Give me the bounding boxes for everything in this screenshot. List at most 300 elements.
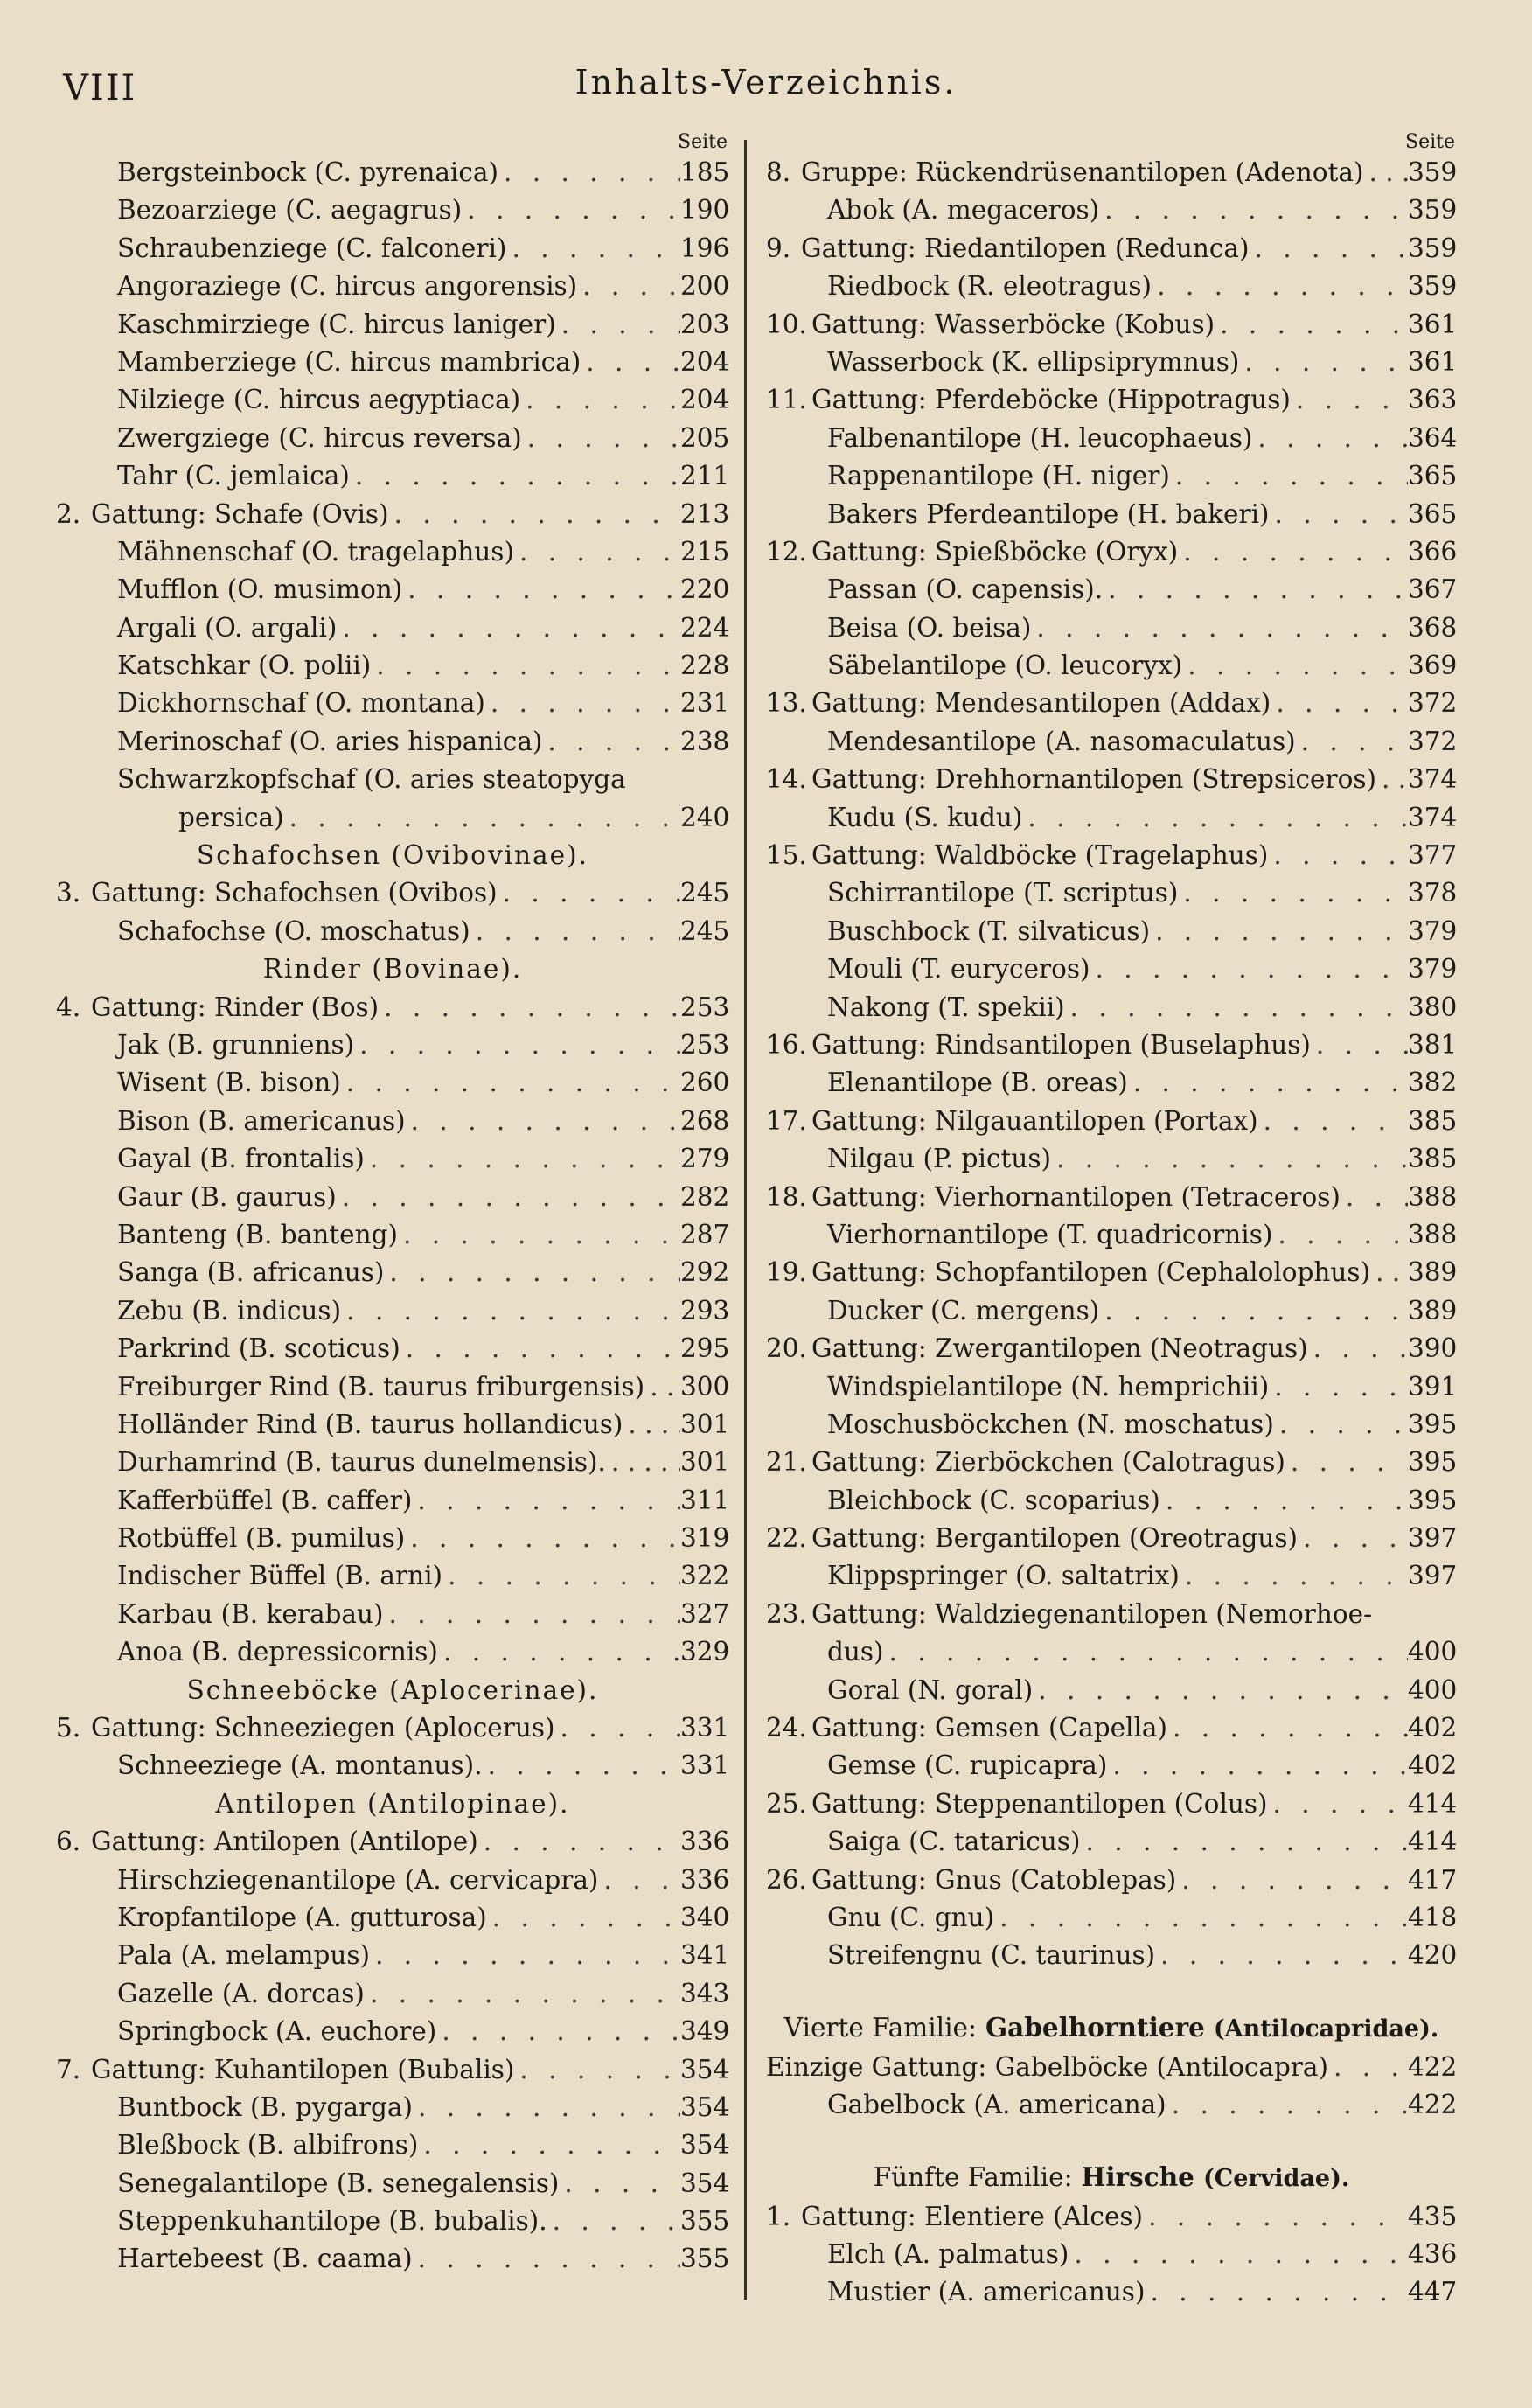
page-ref: 395 [1408, 1485, 1458, 1515]
page-ref: 354 [680, 2054, 730, 2084]
page-ref: 397 [1408, 1561, 1458, 1591]
leader-dots [379, 989, 680, 1027]
toc-entry [766, 571, 1457, 609]
toc-entry [56, 1596, 729, 1633]
toc-entry [56, 1899, 729, 1937]
leader-dots [1270, 496, 1408, 533]
leader-dots [438, 1633, 680, 1671]
toc-entry [766, 609, 1457, 647]
genus-entry [766, 230, 1457, 268]
toc-entry [56, 1027, 729, 1064]
genus-entry [766, 761, 1457, 798]
page-ref: 279 [680, 1144, 730, 1174]
entry-label: Nilziege (C. hircus aegyptiaca) [117, 385, 521, 415]
page-ref: 385 [1408, 1144, 1458, 1174]
entry-label: Elch (A. palmatus) [827, 2238, 1069, 2269]
spacer [766, 2125, 1457, 2142]
entry-label: Jak (B. grunniens) [117, 1029, 355, 1060]
leader-dots [623, 1406, 680, 1444]
genus-entry [766, 1027, 1457, 1064]
leader-dots [1033, 1672, 1408, 1709]
leader-dots [498, 874, 680, 912]
entry-label: Saiga (C. tataricus) [827, 1827, 1081, 1857]
leader-dots [1145, 2273, 1408, 2311]
toc-entry [766, 1899, 1457, 1937]
leader-dots [436, 2013, 680, 2050]
genus-entry [766, 533, 1457, 571]
genus-entry [766, 685, 1457, 722]
page-ref: 341 [680, 1940, 730, 1971]
leader-dots [1271, 685, 1408, 722]
entry-label: Kafferbüffel (B. caffer) [117, 1485, 413, 1515]
entry-label: Gruppe: Rückendrüsenantilopen (Adenota) [801, 157, 1364, 187]
genus-entry [56, 1709, 729, 1747]
leader-dots [542, 723, 680, 761]
leader-dots [577, 268, 680, 305]
entry-label: Kropfantilope (A. gutturosa) [117, 1902, 487, 1932]
entry-label: Gattung: Steppenantilopen (Colus) [811, 1788, 1268, 1819]
entry-label: Bison (B. americanus) [117, 1105, 406, 1136]
page-ref: 355 [680, 2244, 730, 2274]
toc-entry [56, 1444, 729, 1481]
page-ref: 354 [680, 2168, 730, 2198]
page-ref: 231 [680, 688, 730, 719]
entry-label: Kaschmirziege (C. hircus laniger) [117, 309, 556, 339]
toc-entry [766, 1292, 1457, 1330]
leader-dots [1376, 761, 1408, 798]
leader-dots [1155, 1937, 1408, 1974]
leader-dots [1031, 609, 1408, 647]
toc-entry [56, 1064, 729, 1102]
toc-entry [56, 1520, 729, 1557]
toc-entry [56, 1254, 729, 1291]
entry-label: Riedbock (R. eleotragus) [827, 271, 1152, 302]
entry-label: Nakong (T. spekii) [827, 992, 1065, 1022]
leader-dots [354, 1027, 680, 1064]
entry-number: 8. [766, 157, 791, 187]
toc-entry [56, 1330, 729, 1368]
toc-entry [766, 420, 1457, 457]
entry-label: Buntbock (B. pygarga) [117, 2091, 413, 2122]
entry-label: Gattung: Pferdeböcke (Hippotragus) [811, 385, 1291, 415]
page-ref: 402 [1408, 1713, 1458, 1743]
entry-label: Pala (A. melampus) [117, 1940, 371, 1971]
entry-label: Goral (N. goral) [827, 1674, 1034, 1705]
page-ref: 213 [680, 498, 730, 529]
entry-label: Mähnenschaf (O. tragelaphus) [117, 536, 514, 567]
entry-number: 26. [766, 1864, 807, 1895]
toc-entry [56, 2126, 729, 2164]
page-ref: 238 [680, 726, 730, 756]
entry-label: Gattung: Gemsen (Capella) [811, 1713, 1168, 1743]
toc-entry [56, 1862, 729, 1899]
entry-label: Bergsteinbock (C. pyrenaica) [117, 157, 498, 187]
running-title: Inhalts-Verzeichnis. [574, 63, 958, 101]
page-ref: 367 [1408, 574, 1458, 605]
genus-entry [56, 1823, 729, 1861]
leader-dots [418, 2126, 680, 2164]
genus-entry [766, 2198, 1457, 2236]
toc-entry [766, 496, 1457, 533]
entry-number: 14. [766, 764, 807, 795]
page-ref: 388 [1408, 1219, 1458, 1249]
toc-entry [766, 1823, 1457, 1861]
leader-dots [1269, 1368, 1408, 1406]
leader-dots [1051, 1140, 1408, 1178]
page-ref: 395 [1408, 1447, 1458, 1478]
page-ref: 311 [680, 1485, 730, 1515]
entry-label: Dickhornschaf (O. montana) [117, 688, 485, 719]
entry-label: Gattung: Schafe (Ovis) [91, 498, 389, 529]
entry-label: Gattung: Waldböcke (Tragelaphus) [811, 840, 1269, 871]
toc-entry [56, 1406, 729, 1444]
leader-dots [370, 1937, 680, 1974]
subfamily-heading [56, 1785, 729, 1823]
leader-dots [485, 685, 680, 722]
toc-entry [56, 2203, 729, 2240]
entry-number: 3. [56, 878, 81, 908]
entry-number: 6. [56, 1827, 81, 1857]
entry-label: Windspielantilope (N. hemprichii) [827, 1371, 1270, 1402]
page-ref: 418 [1408, 1902, 1458, 1932]
toc-entry [56, 913, 729, 950]
toc-entry [766, 1557, 1457, 1595]
toc-entry [766, 2236, 1457, 2273]
leader-dots [514, 533, 680, 571]
leader-dots [487, 1899, 680, 1937]
page-ref: 361 [1408, 346, 1458, 377]
toc-entry [766, 799, 1457, 837]
page-ref: 380 [1408, 992, 1458, 1022]
toc-entry [56, 306, 729, 344]
entry-label: Gazelle (A. dorcas) [117, 1978, 365, 2008]
entry-label: Bleßbock (B. albifrons) [117, 2130, 419, 2161]
toc-entry [56, 1975, 729, 2013]
leader-dots [341, 1292, 680, 1330]
entry-label: Einzige Gattung: Gabelböcke (Antilocapra) [766, 2051, 1329, 2082]
leader-dots [556, 306, 680, 344]
leader-dots [1252, 420, 1408, 457]
toc-entry [56, 761, 729, 798]
page-ref: 329 [680, 1637, 730, 1667]
entry-label: persica) [178, 802, 284, 832]
entry-label: Springbock (A. euchore) [117, 2016, 437, 2047]
toc-entry [766, 913, 1457, 950]
entry-label: Wasserbock (K. ellipsiprymnus) [827, 346, 1240, 377]
entry-label: Karbau (B. kerabau) [117, 1598, 384, 1629]
leader-dots [365, 1975, 680, 2013]
leader-dots [1268, 837, 1408, 874]
entry-number: 10. [766, 309, 807, 339]
toc-entry [56, 1292, 729, 1330]
leader-dots [1170, 457, 1408, 495]
toc-entry [56, 685, 729, 722]
toc-entry [766, 1216, 1457, 1254]
toc-entry [766, 1368, 1457, 1406]
entry-label: Moschusböckchen (N. moschatus) [827, 1409, 1274, 1439]
genus-entry [766, 1330, 1457, 1368]
leader-dots [1180, 1557, 1408, 1595]
genus-entry [766, 1179, 1457, 1216]
entry-label: Zwergziege (C. hircus reversa) [117, 422, 522, 453]
genus-entry [766, 1596, 1457, 1633]
entry-label: Gemse (C. rupicapra) [827, 1750, 1108, 1781]
subfamily-label: Schneeböcke (Aplocerinae). [186, 1674, 599, 1705]
page-ref: 343 [680, 1978, 730, 2008]
leader-dots [1370, 1254, 1408, 1291]
page-ref: 359 [1408, 271, 1458, 302]
page-ref: 372 [1408, 688, 1458, 719]
entry-label: Parkrind (B. scoticus) [117, 1333, 400, 1364]
toc-entry [56, 420, 729, 457]
entry-number: 13. [766, 688, 807, 719]
entry-number: 24. [766, 1713, 807, 1743]
page-ref: 364 [1408, 422, 1458, 453]
page-ref: 293 [680, 1295, 730, 1326]
entry-label: Freiburger Rind (B. taurus friburgensis) [117, 1371, 645, 1402]
leader-dots [522, 420, 680, 457]
left-entries [56, 154, 729, 2279]
leader-dots [1250, 230, 1408, 268]
subfamily-heading [56, 950, 729, 988]
leader-dots [413, 2089, 680, 2126]
entry-label: Elenantilope (B. oreas) [827, 1068, 1128, 1098]
page-ref: 200 [680, 271, 730, 302]
page-ref: 336 [680, 1864, 730, 1895]
genus-entry [766, 1709, 1457, 1747]
entry-label: Holländer Rind (B. taurus hollandicus) [117, 1409, 623, 1439]
leader-dots [1274, 1406, 1408, 1444]
genus-entry [766, 381, 1457, 419]
entry-label: Gattung: Waldziegenantilopen (Nemorhoe- [811, 1598, 1373, 1629]
toc-entry [766, 268, 1457, 305]
entry-label: Gattung: Zierböckchen (Calotragus) [811, 1447, 1285, 1478]
leader-dots [1152, 268, 1408, 305]
page-ref: 282 [680, 1181, 730, 1212]
page-ref: 436 [1408, 2238, 1458, 2269]
entry-number: 5. [56, 1713, 81, 1743]
entry-label: Tahr (C. jemlaica) [117, 461, 350, 491]
entry-number: 9. [766, 233, 791, 263]
column-divider [744, 140, 747, 2300]
entry-label: Bakers Pferdeantilope (H. bakeri) [827, 498, 1270, 529]
leader-dots [1182, 647, 1408, 685]
entry-label: Gattung: Schopfantilopen (Cephalolophus) [811, 1257, 1371, 1288]
page-ref: 253 [680, 1029, 730, 1060]
toc-entry [766, 1064, 1457, 1102]
page-ref: 204 [680, 385, 730, 415]
toc-entry [56, 1937, 729, 1974]
genus-entry [56, 874, 729, 912]
toc-entry [766, 1937, 1457, 1974]
genus-entry [766, 1520, 1457, 1557]
page-ref: 245 [680, 915, 730, 946]
leader-dots [606, 1444, 680, 1481]
entry-label: Steppenkuhantilope (B. bubalis). [117, 2206, 547, 2237]
genus-entry [56, 2051, 729, 2089]
toc-entry [766, 723, 1457, 761]
entry-number: 16. [766, 1029, 807, 1060]
leader-dots [1272, 1216, 1408, 1254]
entry-label: Anoa (B. depressicornis) [117, 1637, 438, 1667]
page-ref: 414 [1408, 1788, 1458, 1819]
page-ref: 377 [1408, 840, 1458, 871]
entry-label: Kudu (S. kudu) [827, 802, 1023, 832]
page-ref: 381 [1408, 1029, 1458, 1060]
toc-entry [56, 2240, 729, 2278]
toc-entry [766, 1747, 1457, 1785]
entry-label: Gattung: Bergantilopen (Oreotragus) [811, 1523, 1299, 1554]
entry-label: Indischer Büffel (B. arni) [117, 1561, 443, 1591]
entry-label: Mamberziege (C. hircus mambrica) [117, 346, 581, 377]
leader-dots [581, 344, 680, 381]
leader-dots [478, 1823, 680, 1861]
entry-number: 20. [766, 1333, 807, 1364]
page-ref: 204 [680, 346, 730, 377]
leader-dots [1065, 989, 1408, 1027]
family-latin: (Antilocapridae). [1213, 2015, 1439, 2043]
entry-label: Mufflon (O. musimon) [117, 574, 403, 605]
page-ref: 385 [1408, 1105, 1458, 1136]
entry-label: Nilgau (P. pictus) [827, 1144, 1052, 1174]
entry-number: 1. [766, 2201, 791, 2231]
toc-entry [56, 1140, 729, 1178]
entry-number: 7. [56, 2054, 81, 2084]
page-ref: 354 [680, 2091, 730, 2122]
leader-dots [365, 1140, 680, 1178]
entry-number: 15. [766, 840, 807, 871]
entry-label: Gattung: Kuhantilopen (Bubalis) [91, 2054, 515, 2084]
leader-dots [514, 2051, 680, 2089]
page-ref: 388 [1408, 1181, 1458, 1212]
leader-dots [1298, 1520, 1408, 1557]
entry-label: dus) [827, 1637, 884, 1667]
page-ref: 447 [1408, 2277, 1458, 2307]
entry-number: 12. [766, 536, 807, 567]
leader-dots [350, 457, 680, 495]
leader-dots [1107, 1747, 1408, 1785]
subfamily-heading [56, 1672, 729, 1709]
entry-label: Gabelbock (A. americana) [827, 2090, 1166, 2120]
leader-dots [1291, 381, 1408, 419]
toc-entry [766, 1633, 1457, 1671]
toc-entry [56, 191, 729, 229]
page-ref: 331 [680, 1750, 730, 1781]
toc-entry [766, 647, 1457, 685]
leader-dots [1103, 571, 1408, 609]
entry-label: Angoraziege (C. hircus angorensis) [117, 271, 578, 302]
toc-entry [56, 381, 729, 419]
subfamily-heading [56, 837, 729, 874]
genus-entry [56, 496, 729, 533]
page-ref: 292 [680, 1257, 730, 1288]
leader-dots [1080, 1823, 1408, 1861]
entry-label: Gaur (B. gaurus) [117, 1181, 337, 1212]
page-ref: 301 [680, 1409, 730, 1439]
entry-label: Gattung: Nilgauantilopen (Portax) [811, 1105, 1258, 1136]
page-ref: 287 [680, 1219, 730, 1249]
toc-entry [766, 989, 1457, 1027]
genus-entry [766, 1862, 1457, 1899]
page-ref: 363 [1408, 385, 1458, 415]
entry-number: 19. [766, 1257, 807, 1288]
page-ref: 245 [680, 878, 730, 908]
entry-label: Klippspringer (O. saltatrix) [827, 1561, 1180, 1591]
family-heading [766, 1993, 1457, 2049]
toc-entry [56, 1179, 729, 1216]
entry-label: Gattung: Schafochsen (Ovibos) [91, 878, 498, 908]
entry-label: Gattung: Riedantilopen (Redunca) [801, 233, 1250, 263]
page-ref: 379 [1408, 954, 1458, 985]
page-ref: 369 [1408, 651, 1458, 681]
page-ref: 224 [680, 612, 730, 643]
entry-label: Hirschziegenantilope (A. cervicapra) [117, 1864, 599, 1895]
toc-entry [766, 950, 1457, 988]
leader-dots [520, 381, 680, 419]
leader-dots [1166, 2086, 1408, 2124]
entry-label: Buschbock (T. silvaticus) [827, 915, 1151, 946]
entry-label: Argali (O. argali) [117, 612, 338, 643]
genus-entry [766, 154, 1457, 191]
leader-dots [884, 1633, 1408, 1671]
page-ref: 240 [680, 802, 730, 832]
leader-dots [389, 496, 680, 533]
seite-label: Seite [1405, 131, 1455, 153]
entry-label: Rotbüffel (B. pumilus) [117, 1523, 406, 1554]
spacer [766, 1975, 1457, 1993]
family-label: Fünfte Familie: [873, 2161, 1073, 2192]
leader-dots [1328, 2049, 1408, 2086]
entry-label: Streifengnu (C. taurinus) [827, 1940, 1156, 1971]
leader-dots [402, 571, 680, 609]
page-ref: 336 [680, 1827, 730, 1857]
toc-entry [766, 2273, 1457, 2311]
page-ref: 319 [680, 1523, 730, 1554]
leader-dots [1160, 1482, 1408, 1520]
page-ref: 379 [1408, 915, 1458, 946]
toc-entry [56, 344, 729, 381]
genus-entry [56, 989, 729, 1027]
leader-dots [413, 2240, 680, 2278]
page-ref: 382 [1408, 1068, 1458, 1098]
leader-dots [1340, 1179, 1408, 1216]
entry-label: Gattung: Zwergantilopen (Neotragus) [811, 1333, 1308, 1364]
toc-entry [766, 874, 1457, 912]
entry-label: Gayal (B. frontalis) [117, 1144, 365, 1174]
leader-dots [405, 1520, 680, 1557]
toc-entry [766, 457, 1457, 495]
page-ref: 391 [1408, 1371, 1458, 1402]
leader-dots [1022, 799, 1408, 837]
leader-dots [1215, 306, 1408, 344]
page-ref: 397 [1408, 1523, 1458, 1554]
toc-entry [56, 609, 729, 647]
family-heading [766, 2142, 1457, 2198]
page-ref: 417 [1408, 1864, 1458, 1895]
leader-dots [994, 1899, 1408, 1937]
leader-dots [1308, 1330, 1408, 1368]
page-ref: 215 [680, 536, 730, 567]
page-ref: 366 [1408, 536, 1458, 567]
family-label: Vierte Familie: [783, 2012, 977, 2043]
entry-label: Vierhornantilope (T. quadricornis) [827, 1219, 1273, 1249]
leader-dots [341, 1064, 680, 1102]
toc-entry [56, 1368, 729, 1406]
toc-entry [56, 230, 729, 268]
toc-entry [56, 1747, 729, 1785]
entry-number: 25. [766, 1788, 807, 1819]
page-ref: 295 [680, 1333, 730, 1364]
